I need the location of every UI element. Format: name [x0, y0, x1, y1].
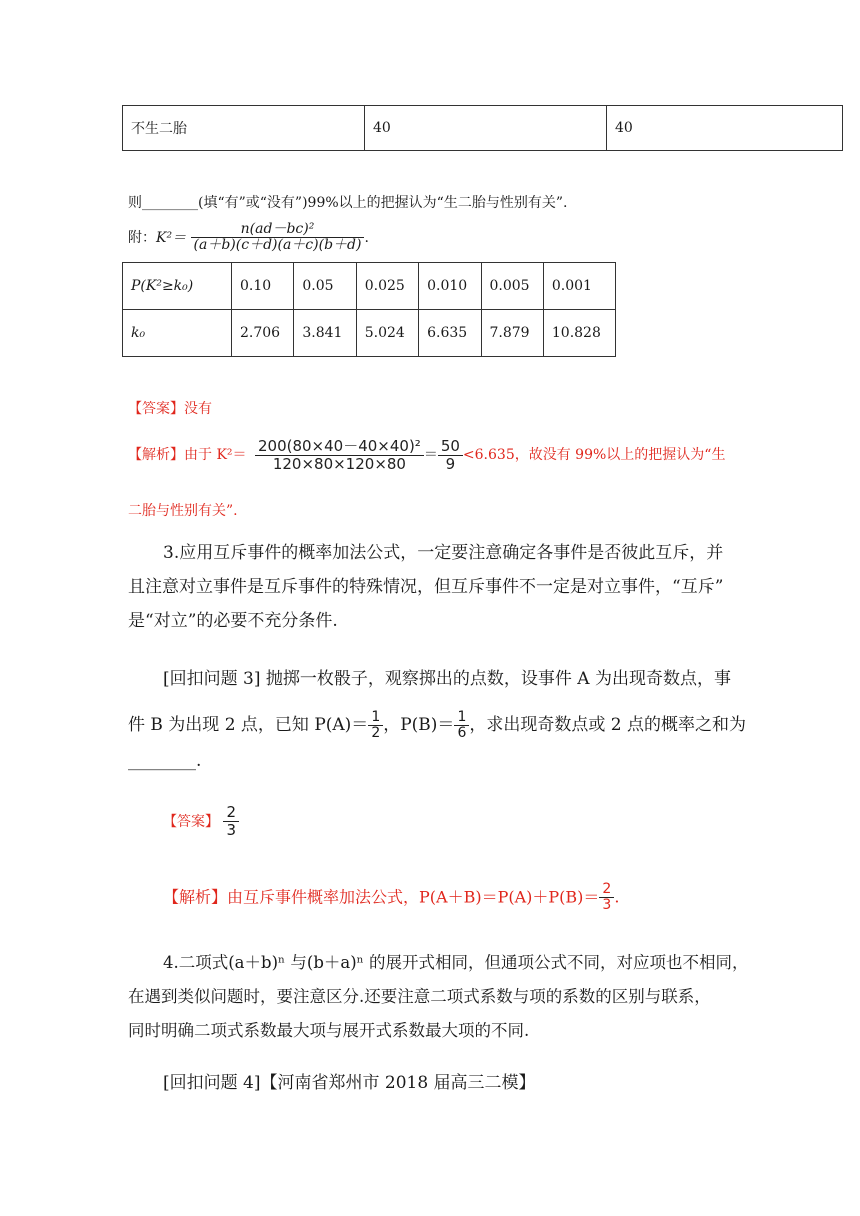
table-cell: 不生二胎 [123, 106, 365, 151]
table-row [123, 263, 616, 310]
table-cell: 0.010 [419, 263, 481, 310]
fraction: $\frac{\text{200(80×40－40×40)²}}{120\times 80\times 120\times 80}$ [255, 438, 424, 472]
table-cell: 0.05 [294, 263, 356, 310]
table-cell: 5.024 [356, 310, 418, 357]
analysis-1-line2: 二胎与性别有关”. [128, 503, 238, 519]
table-cell: 2.706 [232, 310, 294, 357]
table-cell: 40 [607, 106, 843, 151]
question-3-line3: ________. [128, 751, 202, 771]
answer-1: 【答案】没有 [128, 401, 212, 417]
analysis-3: 【解析】由互斥事件概率加法公式，P(A＋B)＝P(A)＋P(B)＝ $\frac{2}{3}$ . [163, 881, 620, 914]
fraction: $\frac{2}{3}$ [599, 882, 614, 914]
question-4: [回扣问题 4]【河南省郑州市 2018 届高三二模】 [163, 1073, 536, 1093]
table-top [122, 105, 843, 151]
table-cell: 10.828 [543, 310, 615, 357]
table-cell: 0.10 [232, 263, 294, 310]
table-cell: 6.635 [419, 310, 481, 357]
formula-k2: 附：K²＝ $\frac{\text{n(ad－bc)²}}{(a+b)(c+d)(a+c)(b+d)}$ . [128, 221, 369, 254]
fraction: $\frac{50}{9}$ [438, 438, 463, 472]
fraction: $\frac{1}{2}$ [368, 710, 383, 742]
fraction: $\frac{\text{n(ad－bc)²}}{(a+b)(c+d)(a+c)(b+d)}$ [191, 222, 365, 254]
table-cell: 3.841 [294, 310, 356, 357]
question-line: 则________(填“有”或“没有”)99%以上的把握认为“生二胎与性别有关”. [128, 195, 568, 211]
table-cell: 0.025 [356, 263, 418, 310]
table-cell: k₀ [131, 325, 146, 341]
question-3-line1: [回扣问题 3] 抛掷一枚骰子，观察掷出的点数，设事件 A 为出现奇数点，事 [163, 669, 731, 689]
table-cell: 0.005 [481, 263, 543, 310]
question-3-line2: 件 B 为出现 2 点，已知 P(A)＝ $\frac{1}{2}$ ，P(B)＝ $\frac{1}{6}$ ，求出现奇数点或 2 点的概率之和为 [128, 708, 746, 741]
point-3-line2: 且注意对立事件是互斥事件的特殊情况，但互斥事件不一定是对立事件，“互斥” [128, 577, 724, 597]
table-cell: P(K²≥k₀) [131, 278, 194, 294]
point-4-line2: 在遇到类似问题时，要注意区分.还要注意二项式系数与项的系数的区别与联系， [128, 987, 711, 1006]
fraction: $\frac{1}{6}$ [454, 710, 469, 742]
point-4-line3: 同时明确二项式系数最大项与展开式系数最大项的不同. [128, 1021, 530, 1040]
analysis-1: 【解析】由于 K²＝ $\frac{\text{200(80×40－40×40)²}}{120\times 80\times 120\times 80}$ ＝ $\frac{50}{9}$ <6.635，故没有 99%以上的把握认为“生 [128, 437, 726, 473]
table-row [123, 310, 616, 357]
point-3-line3: 是“对立”的必要不充分条件. [128, 611, 338, 631]
table-row [123, 106, 843, 151]
answer-3: 【答案】 $\frac{2}{3}$ [163, 804, 239, 838]
table-cell: 7.879 [481, 310, 543, 357]
table-cell: 0.001 [543, 263, 615, 310]
fraction: $\frac{2}{3}$ [223, 804, 239, 838]
point-3-line1: 3.应用互斥事件的概率加法公式，一定要注意确定各事件是否彼此互斥，并 [163, 543, 724, 563]
table-critical-values [122, 262, 616, 357]
table-cell: 40 [365, 106, 607, 151]
point-4-line1: 4.二项式(a＋b)ⁿ 与(b＋a)ⁿ 的展开式相同，但通项公式不同，对应项也不相同， [163, 953, 749, 972]
